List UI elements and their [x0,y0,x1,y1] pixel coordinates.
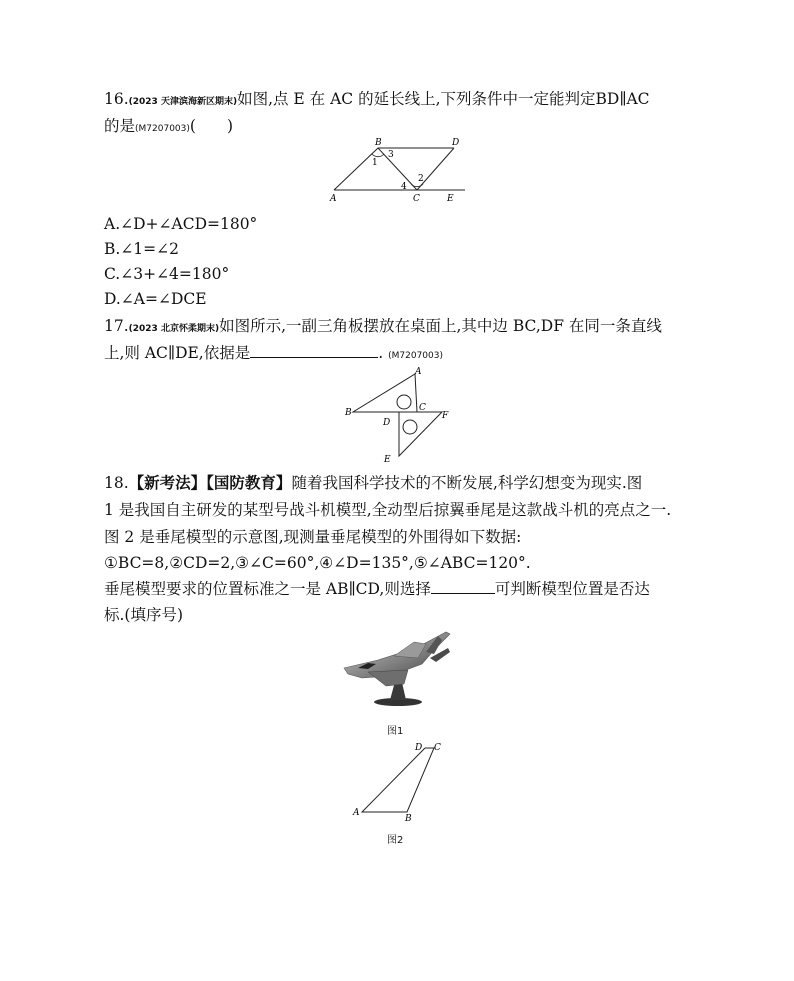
q16-paren: ( ) [189,117,233,135]
q17-line1 [104,316,662,339]
q16-label-A: A [330,194,337,204]
q18-line2: 1 是我国自主研发的某型号战斗机模型,全动型后掠翼垂尾是这款战斗机的亮点之一. [104,501,672,519]
q16-figure [325,135,475,207]
q16-angle-4: 4 [401,182,407,192]
q17-label-D: D [383,418,391,428]
q16-code: (M7207003) [135,124,190,134]
q17-number: 17. [104,317,129,335]
q17-code: (M7207003) [388,351,443,361]
q18-line1-text: 随着我国科学技术的不断发展,科学幻想变为现实.图 [291,474,643,492]
q16-option-b: B.∠1=∠2 [104,240,180,258]
q17-label-F: F [442,411,449,421]
q16-number: 16. [104,90,129,108]
q17-label-E: E [384,455,391,464]
q16-line2 [104,116,233,139]
q16-angle-2: 2 [418,174,424,184]
q17-label-C: C [419,403,426,413]
figure1-caption: 图1 [387,726,404,737]
q16-option-c: C.∠3+∠4=180° [104,265,230,283]
q18-line5b: 可判断模型位置是否达 [494,580,650,598]
q17-answer-blank[interactable] [250,343,378,358]
q16-stem2: 的是 [104,117,136,135]
q16-label-D: D [452,138,460,148]
q18-line4: ①BC=8,②CD=2,③∠C=60°,④∠D=135°,⑤∠ABC=120°. [104,554,531,572]
q16-angle-3: 3 [388,150,394,160]
fighter-jet-model-image [338,626,456,712]
q16-line1 [104,89,650,112]
q18-line5a: 垂尾模型要求的位置标准之一是 AB∥CD,则选择 [104,580,431,598]
figure2-caption: 图2 [387,835,404,846]
q18-line3: 图 2 是垂尾模型的示意图,现测量垂尾模型的外围得如下数据: [104,528,522,546]
q18-line5 [104,579,650,599]
q16-stem1: 如图,点 E 在 AC 的延长线上,下列条件中一定能判定BD∥AC [237,90,650,108]
q18-line6: 标.(填序号) [104,606,184,624]
q17-figure [340,364,460,464]
q18-number: 18. [104,474,129,492]
q17-stem1: 如图所示,一副三角板摆放在桌面上,其中边 BC,DF 在同一条直线 [219,317,662,335]
q17-line2 [104,343,443,366]
q17-stem2: 上,则 AC∥DE,依据是 [104,344,251,362]
q18-fig2-label-C: C [434,743,441,753]
q16-label-B: B [375,138,382,148]
q18-tag2: 【国防教育】 [206,473,292,492]
q18-answer-blank[interactable] [431,579,495,594]
q17-stem2-end: . [378,344,384,362]
q18-fig2-label-B: B [405,814,412,823]
q16-option-a: A.∠D+∠ACD=180° [104,215,258,233]
q16-source: (2023 天津滨海新区期末) [128,97,238,107]
q18-figure2 [345,737,455,823]
q16-option-d: D.∠A=∠DCE [104,290,207,308]
q16-angle-1: 1 [372,158,378,168]
q17-source: (2023 北京怀柔期末) [128,324,220,334]
q16-label-E: E [447,194,454,204]
q18-line1 [104,473,642,493]
q18-tag1: 【新考法】 [128,473,207,492]
q16-label-C: C [413,194,420,204]
q18-fig2-label-A: A [353,808,360,818]
q17-label-A: A [415,367,422,377]
q18-fig2-label-D: D [415,743,423,753]
q17-label-B: B [345,408,352,418]
